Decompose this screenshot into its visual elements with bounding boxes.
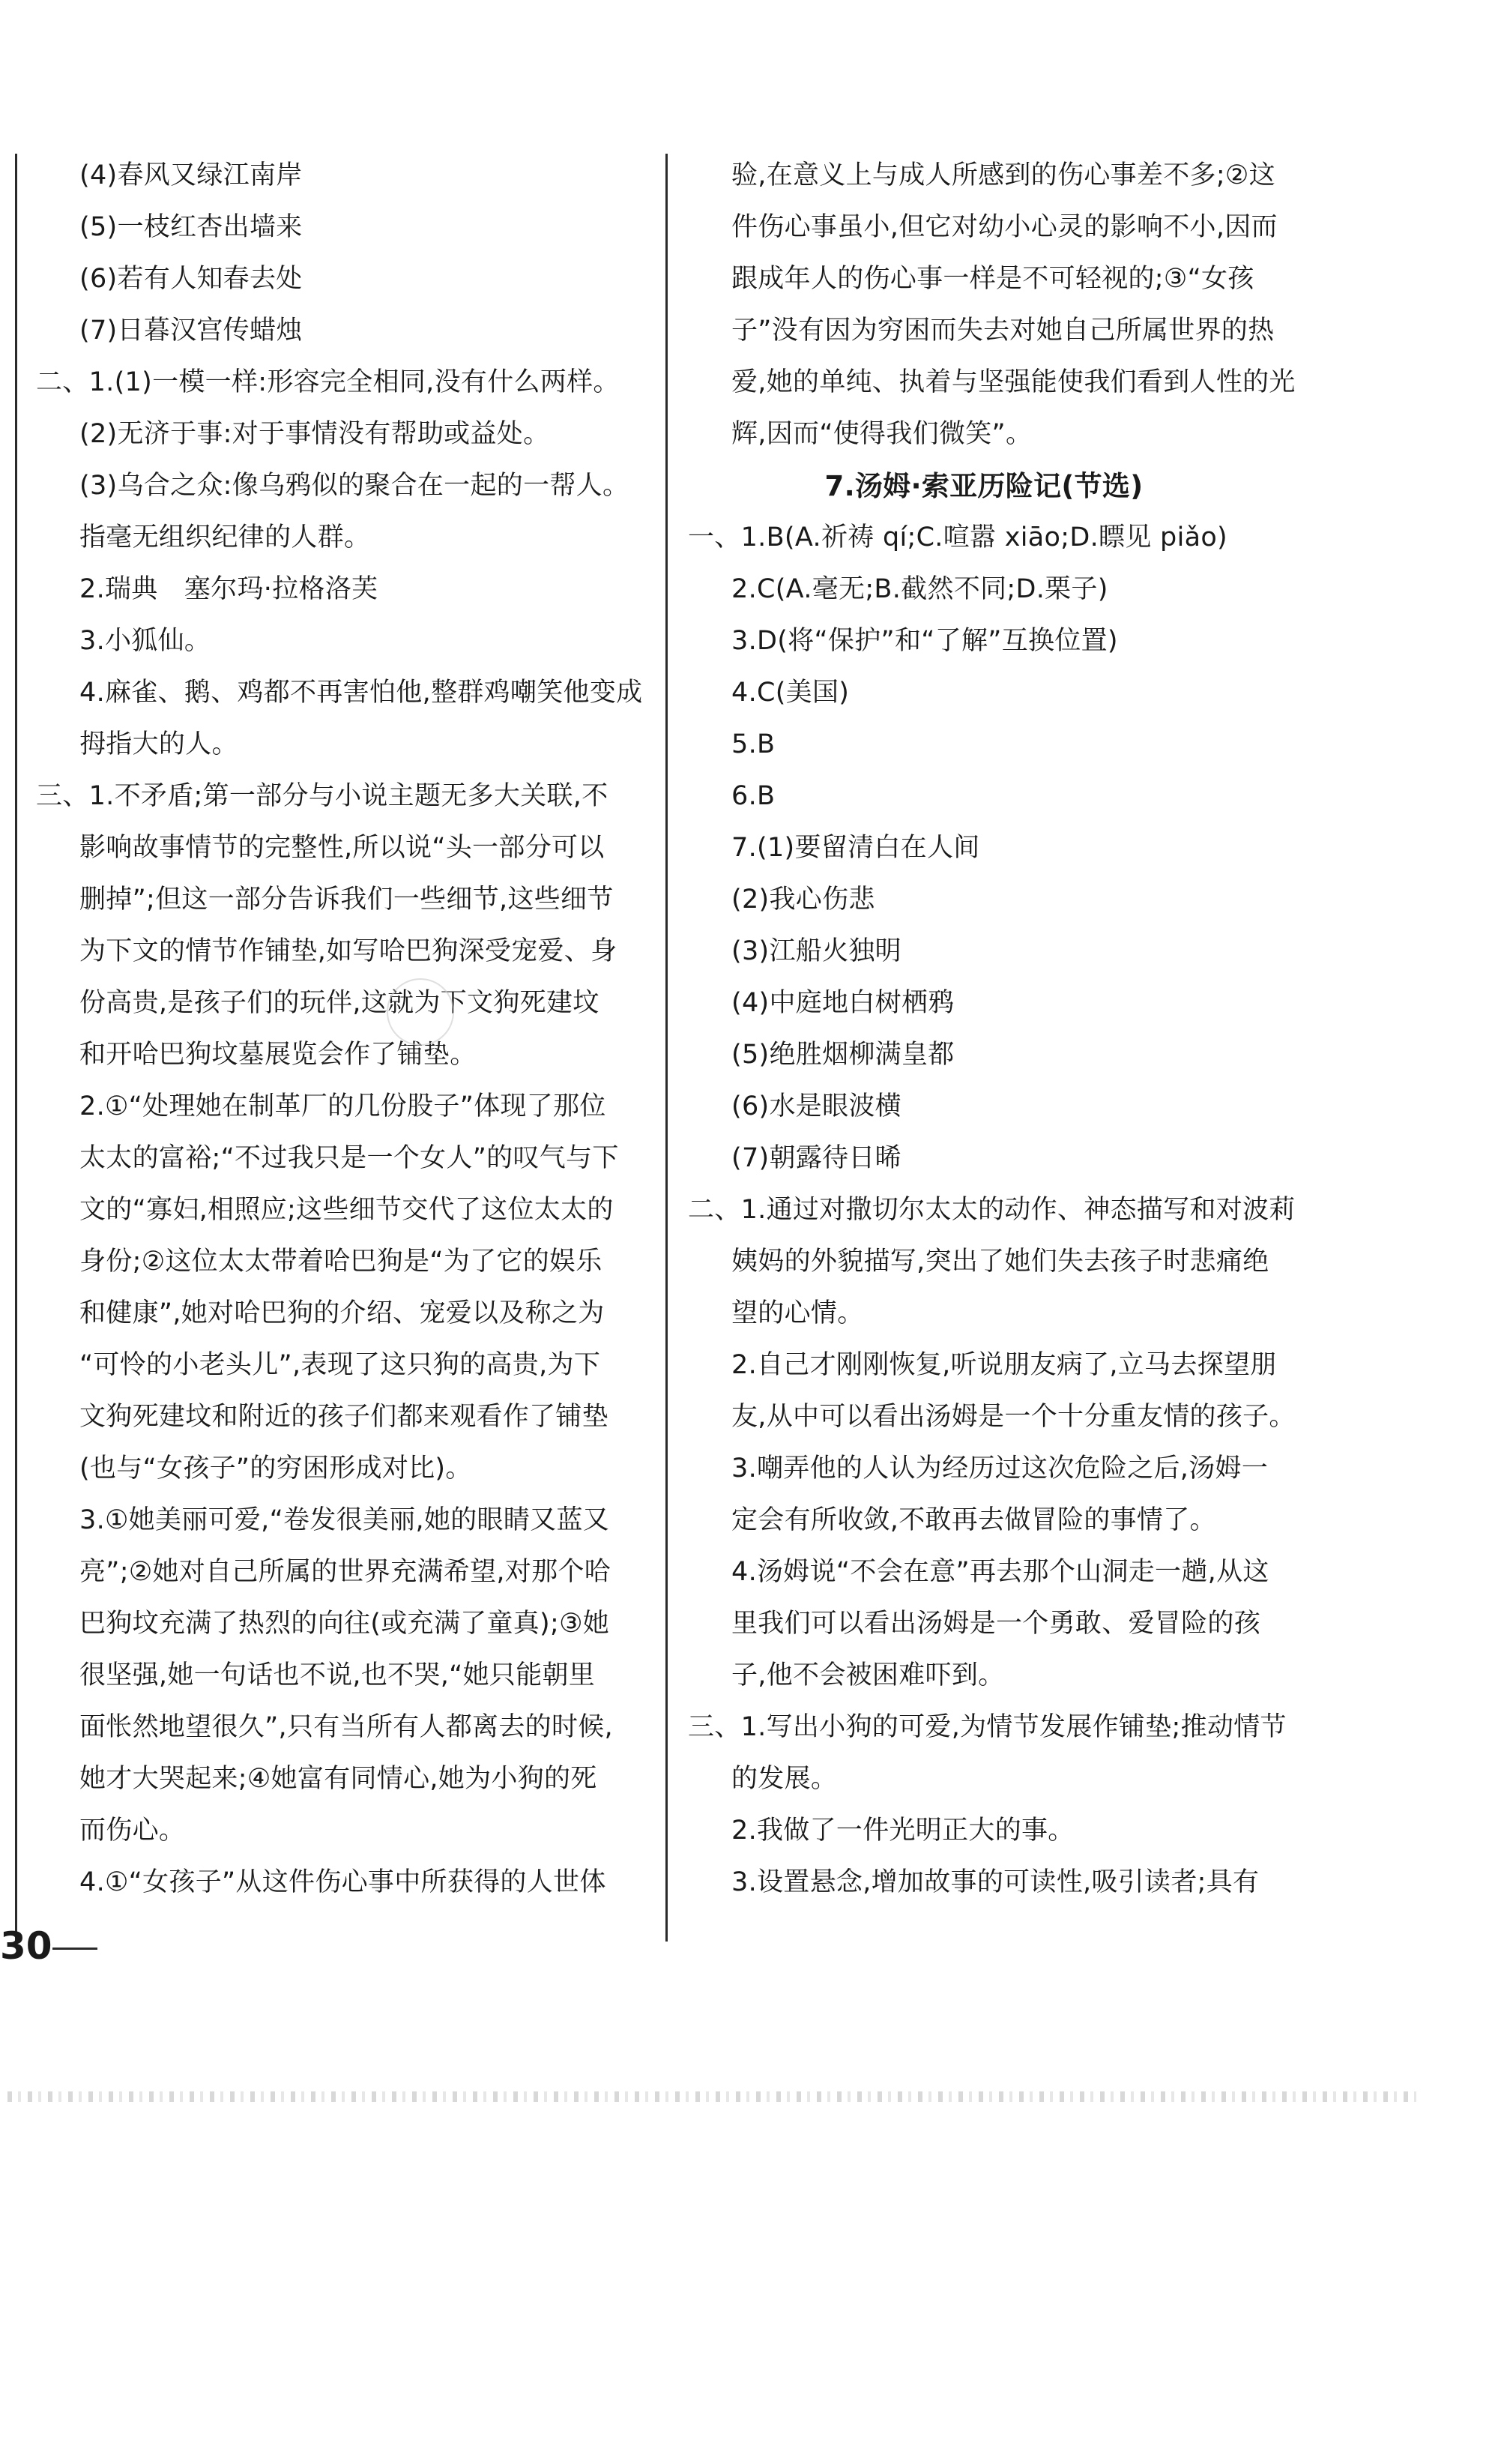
answer-line: 和开哈巴狗坟墓展览会作了铺垫。 (79, 1040, 477, 1070)
answer-line: 二、1.通过对撒切尔太太的动作、神态描写和对波莉 (688, 1195, 1296, 1225)
answer-line: (3)乌合之众:像乌鸦似的聚合在一起的一帮人。 (79, 471, 629, 501)
answer-line: 很坚强,她一句话也不说,也不哭,“她只能朝里 (79, 1660, 596, 1690)
answer-line: 影响故事情节的完整性,所以说“头一部分可以 (79, 833, 605, 863)
answer-line: (4)中庭地白树栖鸦 (731, 988, 955, 1018)
answer-line: 亮”;②她对自己所属的世界充满希望,对那个哈 (79, 1557, 611, 1587)
answer-line: 太太的富裕;“不过我只是一个女人”的叹气与下 (79, 1143, 619, 1173)
answer-line: 件伤心事虽小,但它对幼小心灵的影响不小,因而 (731, 212, 1278, 242)
answer-line: (6)若有人知春去处 (79, 264, 303, 294)
answer-line: 2.我做了一件光明正大的事。 (731, 1816, 1075, 1846)
answer-line: 删掉”;但这一部分告诉我们一些细节,这些细节 (79, 885, 614, 915)
answer-line: “可怜的小老头儿”,表现了这只狗的高贵,为下 (79, 1350, 601, 1380)
answer-line: 爱,她的单纯、执着与坚强能使我们看到人性的光 (731, 367, 1296, 397)
answer-line: (4)春风又绿江南岸 (79, 160, 303, 190)
answer-line: 三、1.写出小狗的可爱,为情节发展作铺垫;推动情节 (688, 1712, 1287, 1742)
answer-line: (2)我心伤悲 (731, 885, 875, 915)
answer-line: 定会有所收敛,不敢再去做冒险的事情了。 (731, 1505, 1216, 1535)
answer-line: 二、1.(1)一模一样:形容完全相同,没有什么两样。 (36, 367, 620, 397)
answer-line: 7.(1)要留清白在人间 (731, 833, 980, 863)
answer-line: (6)水是眼波横 (731, 1091, 901, 1121)
answer-line: 3.小狐仙。 (79, 626, 211, 656)
answer-line: (2)无济于事:对于事情没有帮助或益处。 (79, 419, 550, 449)
answer-line: 身份;②这位太太带着哈巴狗是“为了它的娱乐 (79, 1247, 602, 1277)
answer-line: 子,他不会被困难吓到。 (731, 1660, 1005, 1690)
right-column (688, 150, 1296, 1909)
answer-line: 望的心情。 (731, 1298, 864, 1328)
section-title: 7.汤姆·索亚历险记(节选) (824, 470, 1144, 502)
answer-line: 2.C(A.毫无;B.截然不同;D.栗子) (731, 574, 1108, 604)
answer-line: (7)朝露待日晞 (731, 1143, 901, 1173)
answer-line: 拇指大的人。 (79, 729, 238, 759)
answer-line: 3.①她美丽可爱,“卷发很美丽,她的眼睛又蓝又 (79, 1505, 610, 1535)
answer-line: 辉,因而“使得我们微笑”。 (731, 419, 1033, 449)
answer-line: 三、1.不矛盾;第一部分与小说主题无多大关联,不 (36, 781, 608, 811)
answer-line: 文狗死建坟和附近的孩子们都来观看作了铺垫 (79, 1402, 609, 1432)
answer-line: (7)日暮汉宫传蜡烛 (79, 316, 303, 346)
answer-line: 6.B (731, 781, 776, 811)
answer-line: 2.自己才刚刚恢复,听说朋友病了,立马去探望朋 (731, 1350, 1277, 1380)
answer-line: 3.嘲弄他的人认为经历过这次危险之后,汤姆一 (731, 1454, 1269, 1483)
answer-line: (3)江船火独明 (731, 936, 901, 966)
answer-line: 3.D(将“保护”和“了解”互换位置) (731, 626, 1118, 656)
answer-line: 4.①“女孩子”从这件伤心事中所获得的人世体 (79, 1867, 606, 1897)
answer-line: 姨妈的外貌描写,突出了她们失去孩子时悲痛绝 (731, 1247, 1269, 1277)
answer-line: 的发展。 (731, 1764, 838, 1794)
answer-line: 份高贵,是孩子们的玩伴,这就为下文狗死建坟 (79, 988, 599, 1018)
answer-line: (也与“女孩子”的穷困形成对比)。 (79, 1454, 472, 1483)
scan-noise-strip (7, 2091, 1416, 2102)
answer-line: 验,在意义上与成人所感到的伤心事差不多;②这 (731, 160, 1275, 190)
answer-line: 子”没有因为穷困而失去对她自己所属世界的热 (731, 316, 1275, 346)
answer-line: (5)绝胜烟柳满皇都 (731, 1040, 955, 1070)
answer-line: 2.瑞典 塞尔玛·拉格洛芙 (79, 574, 378, 604)
answer-line: 3.设置悬念,增加故事的可读性,吸引读者;具有 (731, 1867, 1260, 1897)
answer-line: 2.①“处理她在制革厂的几份股子”体现了那位 (79, 1091, 606, 1121)
answer-line: 巴狗坟充满了热烈的向往(或充满了童真);③她 (79, 1609, 610, 1639)
answer-line: 5.B (731, 729, 776, 759)
answer-line: 4.C(美国) (731, 678, 850, 708)
answer-line: 面怅然地望很久”,只有当所有人都离去的时候, (79, 1712, 613, 1742)
watermark-seal (387, 978, 454, 1046)
left-column (36, 150, 643, 1909)
answer-line: 友,从中可以看出汤姆是一个十分重友情的孩子。 (731, 1402, 1296, 1432)
answer-line: 跟成年人的伤心事一样是不可轻视的;③“女孩 (731, 264, 1254, 294)
page-number: 30 (0, 1924, 52, 1968)
answer-line: (5)一枝红杏出墙来 (79, 212, 303, 242)
answer-line: 指毫无组织纪律的人群。 (79, 522, 371, 552)
answer-line: 4.麻雀、鹅、鸡都不再害怕他,整群鸡嘲笑他变成 (79, 678, 643, 708)
answer-line: 她才大哭起来;④她富有同情心,她为小狗的死 (79, 1764, 597, 1794)
answer-line: 一、1.B(A.祈祷 qí;C.喧嚣 xiāo;D.瞟见 piǎo) (688, 522, 1228, 552)
answer-line: 和健康”,她对哈巴狗的介绍、宠爱以及称之为 (79, 1298, 605, 1328)
answer-line: 为下文的情节作铺垫,如写哈巴狗深受宠爱、身 (79, 936, 617, 966)
answer-line: 而伤心。 (79, 1816, 186, 1846)
column-divider (665, 154, 668, 1942)
answer-line: 里我们可以看出汤姆是一个勇敢、爱冒险的孩 (731, 1609, 1261, 1639)
page-number-dash (52, 1948, 97, 1950)
answer-line: 文的“寡妇,相照应;这些细节交代了这位太太的 (79, 1195, 614, 1225)
answer-line: 4.汤姆说“不会在意”再去那个山洞走一趟,从这 (731, 1557, 1269, 1587)
left-border-line (15, 154, 17, 1942)
